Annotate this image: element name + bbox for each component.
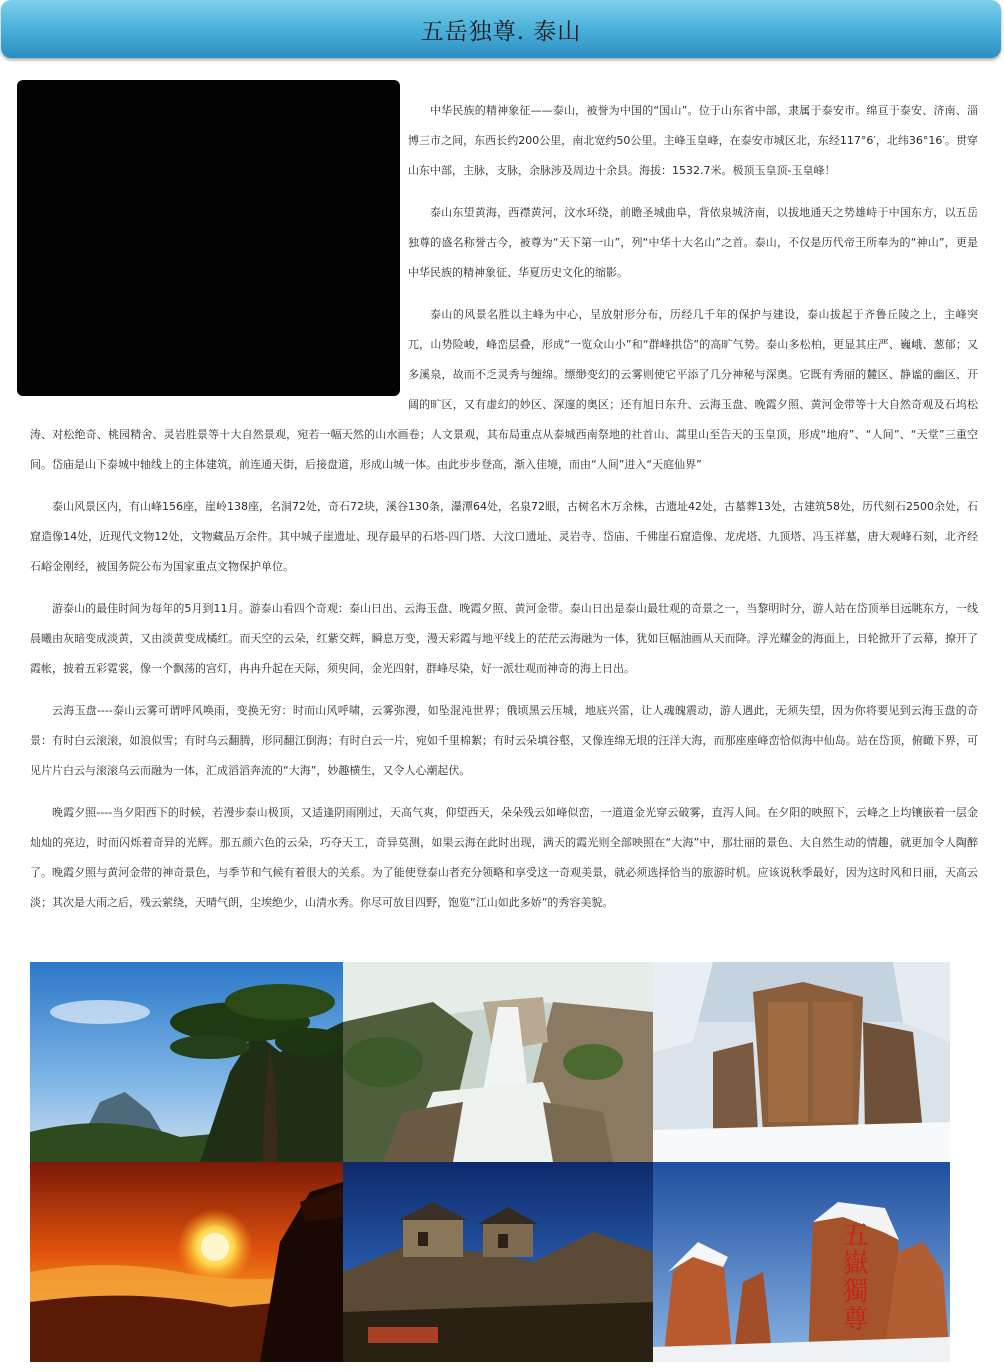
article-paragraph: 中华民族的精神象征——泰山，被誉为中国的“国山”。位于山东省中部，隶属于泰安市。绵亘于泰安、济南、淄博三市之间，东西长约200公里，南北宽约50公里。主峰玉皇峰，在泰安市城区北，东经117°6′，北纬36°16′。贯穿山东中部，主脉，支脉，余脉涉及周边十余县。海拔：1532.7米。极顶玉皇顶-玉皇峰！ <box>408 104 978 177</box>
page-title: 五岳独尊. 泰山 <box>420 18 582 45</box>
article-body <box>30 96 978 930</box>
summit-temple-photo[interactable] <box>343 1162 653 1362</box>
stone-inscription-text: 五嶽獨尊 <box>838 1221 868 1333</box>
video-float-spacer <box>30 96 408 398</box>
snow-cliff-inscription-photo[interactable] <box>653 962 950 1162</box>
title-bar <box>1 0 1001 58</box>
wuyue-duzun-stone-photo[interactable] <box>653 1162 950 1362</box>
pine-tree-photo[interactable] <box>30 962 343 1162</box>
article-paragraph: 晚霞夕照----当夕阳西下的时候，若漫步泰山极顶，又适逢阴雨刚过，天高气爽，仰望西天，朵朵残云如峰似峦，一道道金光穿云破雾，直泻人间。在夕阳的映照下，云峰之上均镶嵌着一层金灿灿的亮边，时而闪烁着奇异的光辉。那五颜六色的云朵，巧夺天工，奇异莫测，如果云海在此时出现，满天的霞光则全部映照在“大海”中，那壮丽的景色、大自然生动的情趣，就更加令人陶醉了。晚霞夕照与黄河金带的神奇景色，与季节和气候有着很大的关系。为了能使登泰山者充分领略和享受这一奇观美景，就必须选择恰当的旅游时机。应该说秋季最好，因为这时风和日丽，天高云淡；其次是大雨之后，残云萦绕，天晴气朗，尘埃绝少，山清水秀。你尽可放目四野，饱览“江山如此多娇”的秀容美貌。 <box>30 806 978 909</box>
photo-gallery <box>30 962 950 1362</box>
article-paragraph: 泰山风景区内，有山峰156座，崖岭138座，名洞72处，奇石72块，溪谷130条，瀑潭64处，名泉72眼，古树名木万余株，古遗址42处，古墓葬13处，古建筑58处，历代刻石2500余处，石窟造像14处，近现代文物12处，文物藏品万余件。其中城子崖遗址、现存最早的石塔-四门塔、大汶口遗址、灵岩寺、岱庙、千佛崖石窟造像、龙虎塔、九顶塔、冯玉祥墓，唐大观峰石刻，北齐经石峪金刚经，被国务院公布为国家重点文物保护单位。 <box>30 500 978 573</box>
article-paragraph: 云海玉盘----泰山云雾可谓呼风唤雨，变换无穷：时而山风呼啸，云雾弥漫，如坠混沌世界；俄顷黑云压城，地底兴雷，让人魂魄震动，游人遇此，无须失望，因为你将要见到云海玉盘的奇景：有时白云滚滚，如浪似雪；有时乌云翻腾，形同翻江倒海；有时白云一片，宛如千里棉絮；有时云朵填谷壑，又像连绵无垠的汪洋大海，而那座座峰峦恰似海中仙岛。站在岱顶，俯瞰下界，可见片片白云与滚滚乌云而融为一体，汇成滔滔奔流的“大海”，妙趣横生，又令人心潮起伏。 <box>30 704 978 777</box>
waterfall-photo[interactable] <box>343 962 653 1162</box>
article-paragraph: 泰山东望黄海，西襟黄河，汶水环绕，前瞻圣城曲阜，背依泉城济南，以拔地通天之势雄峙于中国东方，以五岳独尊的盛名称誉古今，被尊为“天下第一山”，列“中华十大名山”之首。泰山，不仅是历代帝王所奉为的“神山”，更是中华民族的精神象征、华夏历史文化的缩影。 <box>408 206 978 279</box>
article-paragraph: 游泰山的最佳时间为每年的5月到11月。游泰山看四个奇观：泰山日出、云海玉盘、晚霞夕照、黄河金带。泰山日出是泰山最壮观的奇景之一，当黎明时分，游人站在岱顶举目远眺东方，一线晨曦由灰暗变成淡黄，又由淡黄变成橘红。而天空的云朵，红紫交辉，瞬息万变，漫天彩霞与地平线上的茫茫云海融为一体，犹如巨幅油画从天而降。浮光耀金的海面上，日轮掀开了云幕，撩开了霞帐，披着五彩霓裳，像一个飘荡的宫灯，冉冉升起在天际，须臾间，金光四射，群峰尽染，好一派壮观而神奇的海上日出。 <box>30 602 978 675</box>
article-paragraph: 泰山的风景名胜以主峰为中心，呈放射形分布，历经几千年的保护与建设，泰山拔起于齐鲁丘陵之上，主峰突兀，山势险峻，峰峦层叠，形成“一览众山小”和“群峰拱岱”的高旷气势。泰山多松柏，更显其庄严、巍峨、葱郁；又多溪泉，故而不乏灵秀与缠绵。缥缈变幻的云雾则使它平添了几分神秘与深奥。它既有秀丽的麓区、静谧的幽区、开阔的旷区，又有虚幻的妙区、深邃的奥区；还有旭日东升、云海玉盘、晚霞夕照、黄河金带等十大自然奇观及石坞松涛、对松绝奇、桃园精舍、灵岩胜景等十大自然景观，宛若一幅天然的山水画卷；人文景观，其布局重点从泰城西南祭地的社首山、蒿里山至告天的玉皇顶，形成“地府”、“人间”、“天堂”三重空间。岱庙是山下泰城中轴线上的主体建筑，前连通天街，后接盘道，形成山城一体。由此步步登高，渐入佳境，而由“人间”进入“天庭仙界” <box>30 308 978 471</box>
sunrise-sea-of-clouds-photo[interactable] <box>30 1162 343 1362</box>
